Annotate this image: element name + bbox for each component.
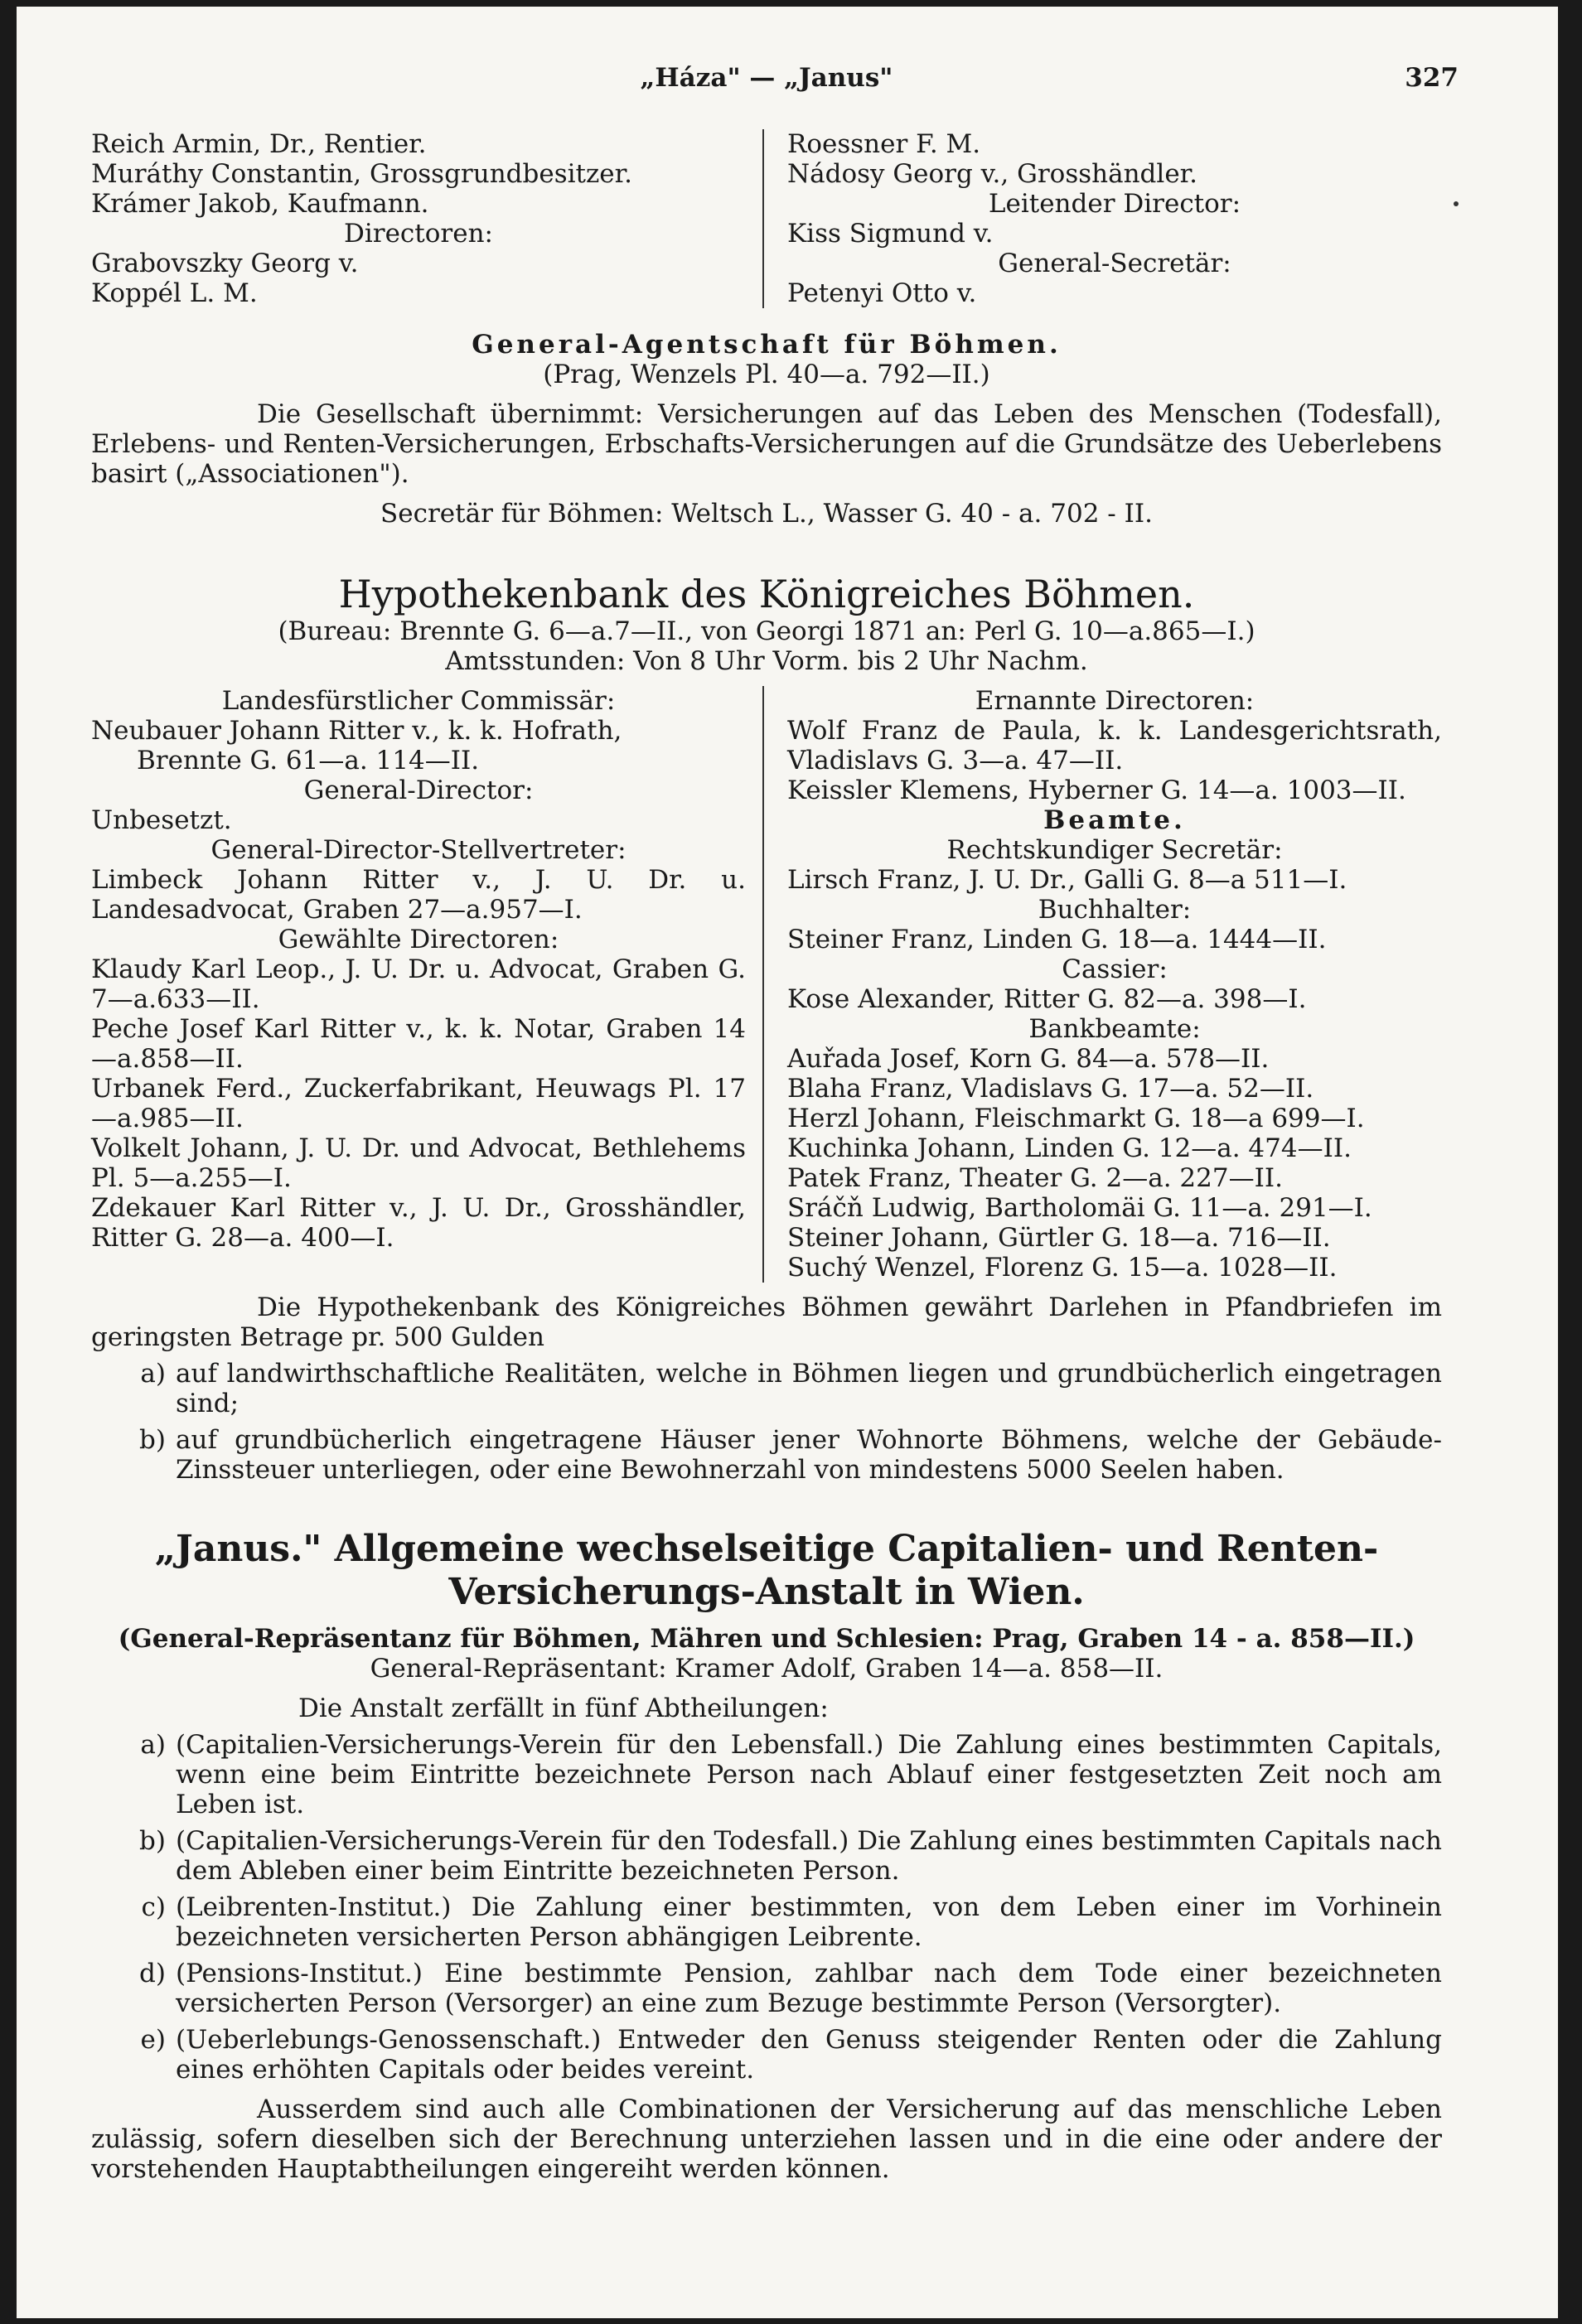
role-heading: General-Director-Stellvertreter: <box>210 835 627 865</box>
person-entry: Kuchinka Johann, Linden G. 12—a. 474—II. <box>787 1133 1352 1163</box>
person-entry: Wolf Franz de Paula, k. k. Landesgerichtsrath, Vladislavs G. 3—a. 47—II. <box>787 716 1442 775</box>
list-item <box>91 1359 1442 1418</box>
role-heading: Cassier: <box>1062 954 1168 984</box>
list-item <box>91 1892 1442 1952</box>
bank-officers-right <box>762 686 1442 1283</box>
person-entry: Suchý Wenzel, Florenz G. 15—a. 1028—II. <box>787 1253 1338 1283</box>
item-label: c) <box>141 1892 166 1922</box>
agency-paragraph: Die Gesellschaft übernimmt: Versicherungen auf das Leben des Menschen (Todesfall), Erlebens- und Renten-Versicherungen, Erbschafts-Versicherungen auf die Grundsätze des Ueberlebens basirt („Associationen"). <box>91 399 1442 489</box>
person-entry: Urbanek Ferd., Zuckerfabrikant, Heuwags Pl. 17—a.985—II. <box>91 1074 746 1133</box>
item-text: auf grundbücherlich eingetragene Häuser jener Wohnorte Böhmens, welche der Gebäude-Zinssteuer unterliegen, oder eine Bewohnerzahl von mindestens 5000 Seelen haben. <box>176 1425 1442 1485</box>
person-entry: Blaha Franz, Vladislavs G. 17—a. 52—II. <box>787 1074 1314 1104</box>
agency-secretary: Secretär für Böhmen: Weltsch L., Wasser G. 40 - a. 702 - II. <box>380 499 1153 529</box>
board-member: Muráthy Constantin, Grossgrundbesitzer. <box>91 159 632 189</box>
person-entry: Peche Josef Karl Ritter v., k. k. Notar, Graben 14—a.858—II. <box>91 1014 746 1074</box>
person-entry: Steiner Franz, Linden G. 18—a. 1444—II. <box>787 925 1327 954</box>
janus-representation: (General-Repräsentanz für Böhmen, Mähren und Schlesien: Prag, Graben 14 - a. 858—II.) <box>118 1624 1415 1654</box>
person-entry: Limbeck Johann Ritter v., J. U. Dr. u. Landesadvocat, Graben 27—a.957—I. <box>91 865 746 925</box>
item-text: (Leibrenten-Institut.) Die Zahlung einer bestimmten, von dem Leben einer im Vorhinein bezeichneten versicherten Person abhängigen Leibrente. <box>176 1892 1442 1952</box>
office-hours: Amtsstunden: Von 8 Uhr Vorm. bis 2 Uhr Nachm. <box>445 646 1088 676</box>
item-text: (Ueberlebungs-Genossenschaft.) Entweder den Genuss steigender Renten oder die Zahlung eines erhöhten Capitals oder beides vereint. <box>176 2025 1442 2085</box>
person-entry: Neubauer Johann Ritter v., k. k. Hofrath, <box>91 716 622 746</box>
page <box>17 7 1558 2318</box>
board-list <box>91 129 1442 308</box>
item-label: b) <box>139 1826 166 1856</box>
page-number: 327 <box>1405 63 1459 93</box>
bureau-address: (Bureau: Brennte G. 6—a.7—II., von Georgi 1871 an: Perl G. 10—a.865—I.) <box>278 616 1255 646</box>
person-entry: Steiner Johann, Gürtler G. 18—a. 716—II. <box>787 1223 1331 1253</box>
role-heading: General-Secretär: <box>998 249 1231 278</box>
janus-representative: General-Repräsentant: Kramer Adolf, Graben 14—a. 858—II. <box>370 1654 1164 1684</box>
role-heading: General-Director: <box>303 775 534 805</box>
board-member: Petenyi Otto v. <box>787 278 977 308</box>
item-label: a) <box>140 1359 166 1389</box>
item-label: d) <box>139 1959 166 1988</box>
role-heading: Bankbeamte: <box>1028 1014 1201 1044</box>
item-text: (Pensions-Institut.) Eine bestimmte Pension, zahlbar nach dem Tode einer bezeichneten versicherten Person (Versorger) an eine zum Bezuge bestimmte Person (Versorgter). <box>176 1959 1442 2018</box>
item-text: (Capitalien-Versicherungs-Verein für den Todesfall.) Die Zahlung eines bestimmten Capitals nach dem Ableben einer beim Eintritte bezeichneten Person. <box>176 1826 1442 1886</box>
bank-officers-left <box>91 686 762 1283</box>
janus-divisions <box>91 1730 1442 2085</box>
board-member: Kiss Sigmund v. <box>787 219 994 249</box>
person-entry: Patek Franz, Theater G. 2—a. 227—II. <box>787 1163 1283 1193</box>
person-entry: Unbesetzt. <box>91 805 232 835</box>
board-member: Reich Armin, Dr., Rentier. <box>91 129 427 159</box>
section-title-janus: „Janus." Allgemeine wechselseitige Capitalien- und Renten-Versicherungs-Anstalt in Wien. <box>154 1528 1379 1613</box>
role-heading: Leitender Director: <box>988 189 1241 219</box>
board-member: Grabovszky Georg v. <box>91 249 359 278</box>
person-entry: Herzl Johann, Fleischmarkt G. 18—a 699—I. <box>787 1104 1365 1133</box>
person-entry: Volkelt Johann, J. U. Dr. und Advocat, Bethlehems Pl. 5—a.255—I. <box>91 1133 746 1193</box>
person-entry: Klaudy Karl Leop., J. U. Dr. u. Advocat, Graben G. 7—a.633—II. <box>91 954 746 1014</box>
item-label: e) <box>140 2025 166 2055</box>
person-entry: Sráčň Ludwig, Bartholomäi G. 11—a. 291—I. <box>787 1193 1372 1223</box>
person-entry: Keissler Klemens, Hyberner G. 14—a. 1003—II. <box>787 775 1406 805</box>
item-label: a) <box>140 1730 166 1760</box>
list-item <box>91 2025 1442 2085</box>
board-member: Nádosy Georg v., Grosshändler. <box>787 159 1197 189</box>
board-member: Koppél L. M. <box>91 278 258 308</box>
board-list-left <box>91 129 762 308</box>
person-entry: Brennte G. 61—a. 114—II. <box>137 746 480 775</box>
board-member: Krámer Jakob, Kaufmann. <box>91 189 429 219</box>
janus-intro: Die Anstalt zerfällt in fünf Abtheilungen: <box>298 1693 829 1723</box>
item-text: (Capitalien-Versicherungs-Verein für den Lebensfall.) Die Zahlung eines bestimmten Capitals, wenn eine beim Eintritte bezeichnete Person nach Ablauf einer festgesetzten Zeit noch am Leben ist. <box>176 1730 1442 1819</box>
item-label: b) <box>139 1425 166 1455</box>
role-heading: Beamte. <box>1043 805 1186 835</box>
role-heading: Ernannte Directoren: <box>975 686 1255 716</box>
list-item <box>91 1826 1442 1886</box>
janus-closing: Ausserdem sind auch alle Combinationen der Versicherung auf das menschliche Leben zulässig, sofern dieselben sich der Berechnung unterziehen lassen und in die eine oder andere der vorstehenden Hauptabtheilungen eingereiht werden können. <box>91 2094 1442 2184</box>
list-item <box>91 1425 1442 1485</box>
hypo-intro: Die Hypothekenbank des Königreiches Böhmen gewährt Darlehen in Pfandbriefen im geringsten Betrage pr. 500 Gulden <box>91 1292 1442 1352</box>
person-entry: Kose Alexander, Ritter G. 82—a. 398—I. <box>787 984 1307 1014</box>
agency-address: (Prag, Wenzels Pl. 40—a. 792—II.) <box>543 360 990 389</box>
role-heading: Gewählte Directoren: <box>278 925 559 954</box>
page-content <box>91 7 1459 2184</box>
bank-officers <box>91 686 1442 1283</box>
section-title-hypothekenbank: Hypothekenbank des Königreiches Böhmen. <box>338 572 1195 616</box>
person-entry: Auřada Josef, Korn G. 84—a. 578—II. <box>787 1044 1270 1074</box>
role-heading: Buchhalter: <box>1038 895 1192 925</box>
role-heading: Rechtskundiger Secretär: <box>946 835 1283 865</box>
board-member: Roessner F. M. <box>787 129 981 159</box>
running-header <box>91 63 1459 129</box>
role-heading: Directoren: <box>344 219 493 249</box>
person-entry: Zdekauer Karl Ritter v., J. U. Dr., Grosshändler, Ritter G. 28—a. 400—I. <box>91 1193 746 1253</box>
item-text: auf landwirthschaftliche Realitäten, welche in Böhmen liegen und grundbücherlich eingetragen sind; <box>176 1359 1442 1418</box>
list-item <box>91 1730 1442 1819</box>
agency-title: General-Agentschaft für Böhmen. <box>472 330 1062 360</box>
list-item <box>91 1959 1442 2018</box>
role-heading: Landesfürstlicher Commissär: <box>221 686 616 716</box>
header-title: „Háza" — „Janus" <box>640 63 893 93</box>
person-entry: Lirsch Franz, J. U. Dr., Galli G. 8—a 511—I. <box>787 865 1347 895</box>
ink-speck <box>1454 201 1459 206</box>
board-list-right <box>762 129 1442 308</box>
